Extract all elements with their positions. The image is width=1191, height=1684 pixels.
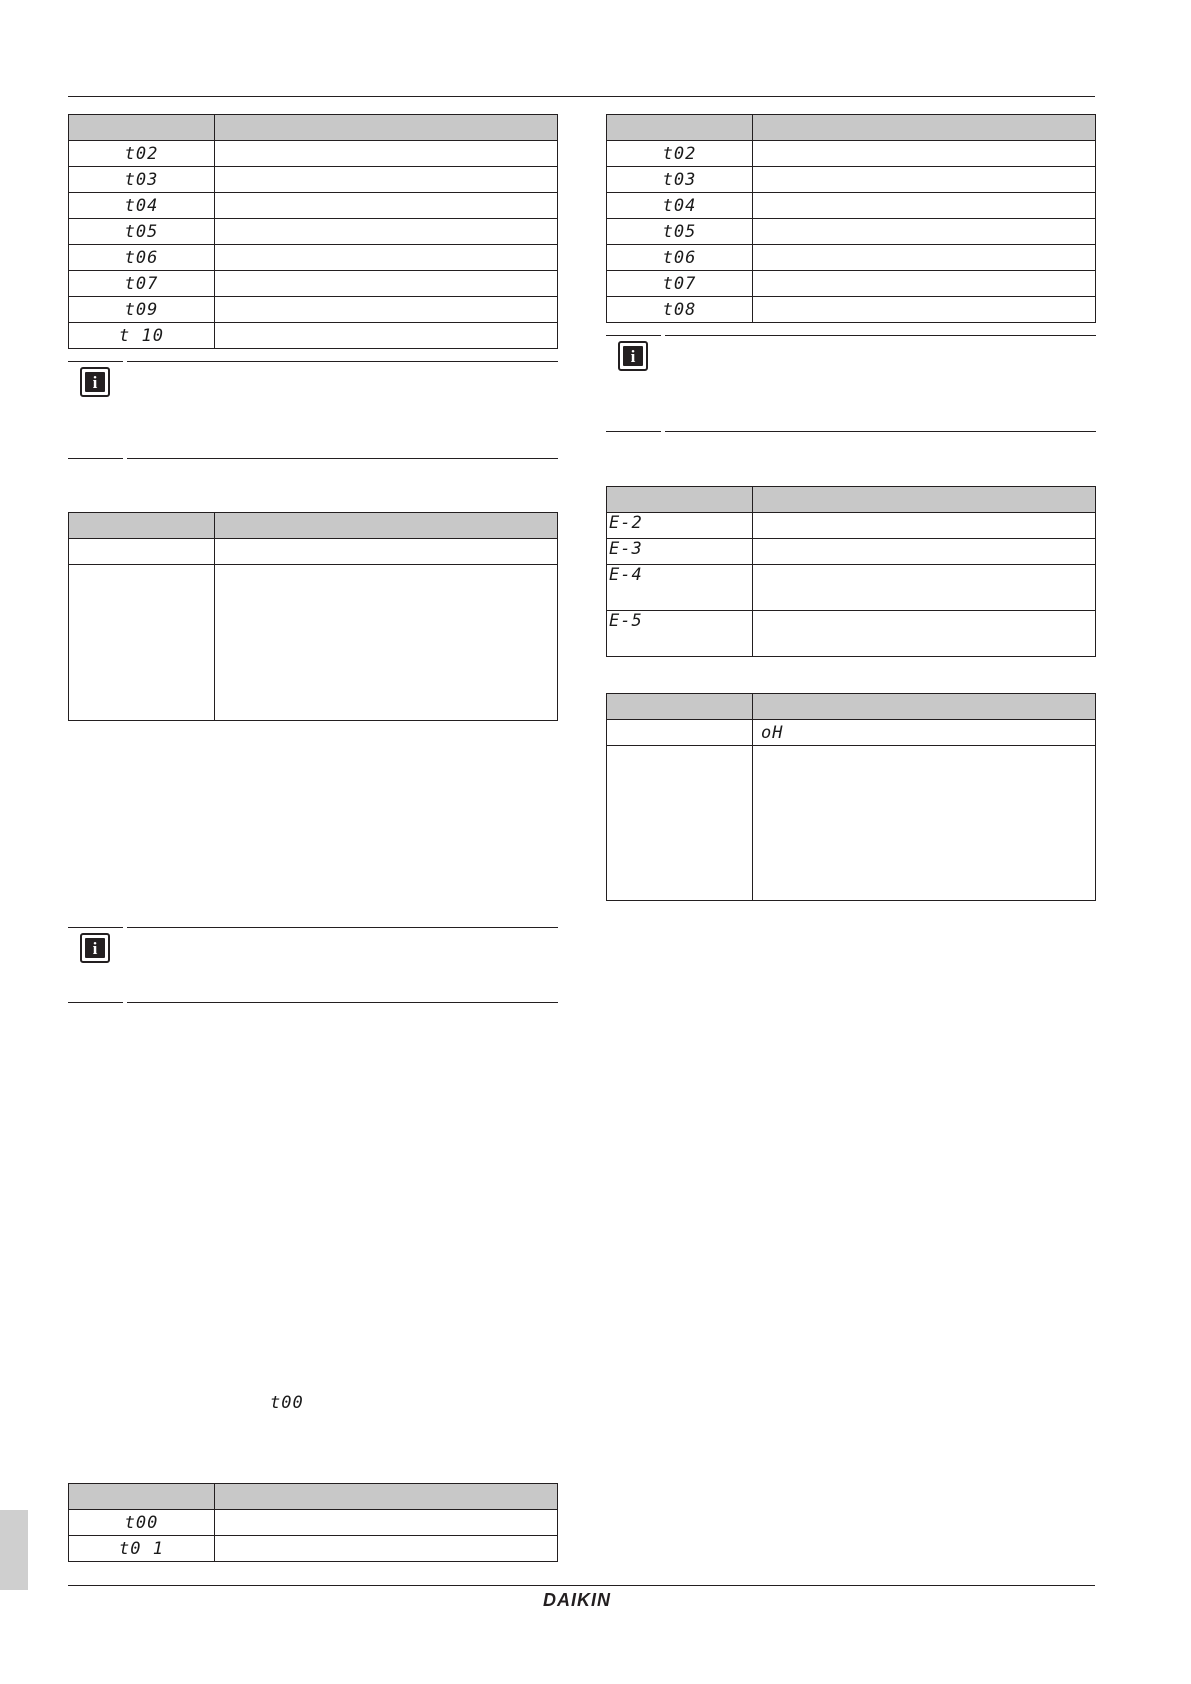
header-cell [753, 694, 1096, 720]
description-cell [753, 245, 1096, 271]
header-cell [69, 115, 215, 141]
table-header-row [69, 115, 558, 141]
note-top-rule [68, 927, 558, 928]
header-cell [607, 487, 753, 513]
left-code-table-1 [68, 114, 558, 349]
table-row [69, 271, 558, 297]
code-cell: t07 [607, 271, 753, 297]
info-note-3 [606, 335, 1096, 434]
table-row [607, 746, 1096, 901]
table-row [69, 539, 558, 565]
left-table-2 [68, 512, 558, 721]
table-header-row [607, 115, 1096, 141]
code-cell: t00 [69, 1510, 215, 1536]
description-cell [753, 219, 1096, 245]
info-icon: i [80, 367, 110, 397]
table-row [607, 539, 1096, 565]
header-cell [215, 1484, 558, 1510]
table-cell [753, 746, 1096, 901]
table-row [69, 565, 558, 721]
header-rule [68, 96, 1095, 97]
description-cell [215, 193, 558, 219]
table-row [69, 245, 558, 271]
header-cell [607, 115, 753, 141]
right-code-table-1 [606, 114, 1096, 323]
code-cell: t05 [607, 219, 753, 245]
table-cell [215, 565, 558, 721]
table-header-row [607, 487, 1096, 513]
description-cell [753, 611, 1096, 657]
code-cell: t04 [607, 193, 753, 219]
header-cell [607, 694, 753, 720]
table-row [69, 141, 558, 167]
code-cell: E-3 [607, 539, 753, 565]
code-cell: E-2 [607, 513, 753, 539]
table-header-row [607, 694, 1096, 720]
header-cell [215, 115, 558, 141]
header-cell [753, 487, 1096, 513]
description-cell [753, 513, 1096, 539]
description-cell [215, 219, 558, 245]
code-cell: oH [753, 720, 1096, 746]
table-row [69, 323, 558, 349]
info-note-2 [68, 927, 558, 1005]
table-row [607, 245, 1096, 271]
table-row [607, 141, 1096, 167]
code-cell: t03 [607, 167, 753, 193]
description-cell [753, 565, 1096, 611]
table-row [607, 271, 1096, 297]
note-bottom-rule [68, 1002, 558, 1003]
code-cell: t09 [69, 297, 215, 323]
description-cell [753, 297, 1096, 323]
table-row [69, 219, 558, 245]
header-cell [753, 115, 1096, 141]
description-cell [753, 271, 1096, 297]
code-cell: t05 [69, 219, 215, 245]
description-cell [753, 539, 1096, 565]
table-cell [69, 539, 215, 565]
description-cell [753, 141, 1096, 167]
table-cell [215, 539, 558, 565]
table-row [607, 513, 1096, 539]
left-code-table-3 [68, 1483, 558, 1562]
header-cell [215, 513, 558, 539]
description-cell [215, 1536, 558, 1562]
right-error-table [606, 486, 1096, 657]
header-cell [69, 1484, 215, 1510]
note-top-rule [68, 361, 558, 362]
code-cell: t02 [607, 141, 753, 167]
description-cell [215, 323, 558, 349]
note-top-rule [606, 335, 1096, 336]
code-cell: E-4 [607, 565, 753, 611]
description-cell [215, 271, 558, 297]
table-row [607, 720, 1096, 746]
code-cell: t06 [69, 245, 215, 271]
table-row [69, 167, 558, 193]
table-row [69, 1510, 558, 1536]
table-row [607, 219, 1096, 245]
table-header-row [69, 1484, 558, 1510]
table-cell [69, 565, 215, 721]
description-cell [215, 245, 558, 271]
code-cell: t02 [69, 141, 215, 167]
code-cell: t0 1 [69, 1536, 215, 1562]
header-cell [69, 513, 215, 539]
info-note-1 [68, 361, 558, 461]
code-cell: t04 [69, 193, 215, 219]
description-cell [753, 193, 1096, 219]
right-table-3 [606, 693, 1096, 901]
table-row [607, 565, 1096, 611]
code-cell: t06 [607, 245, 753, 271]
table-cell [607, 746, 753, 901]
table-cell [607, 720, 753, 746]
table-header-row [69, 513, 558, 539]
code-cell: t08 [607, 297, 753, 323]
code-cell: t 10 [69, 323, 215, 349]
note-bottom-rule [68, 458, 558, 459]
footer-rule [68, 1585, 1095, 1586]
inline-code: t00 [270, 1393, 304, 1413]
info-icon: i [80, 933, 110, 963]
daikin-logo: DAIKIN [543, 1590, 611, 1610]
table-row [607, 297, 1096, 323]
table-row [69, 193, 558, 219]
description-cell [215, 141, 558, 167]
description-cell [215, 297, 558, 323]
table-row [607, 193, 1096, 219]
table-row [69, 1536, 558, 1562]
code-cell: E-5 [607, 611, 753, 657]
side-chapter-tab [0, 1510, 28, 1590]
description-cell [215, 1510, 558, 1536]
description-cell [215, 167, 558, 193]
note-bottom-rule [606, 431, 1096, 432]
info-icon: i [618, 341, 648, 371]
code-cell: t07 [69, 271, 215, 297]
table-row [69, 297, 558, 323]
table-row [607, 611, 1096, 657]
description-cell [753, 167, 1096, 193]
code-cell: t03 [69, 167, 215, 193]
table-row [607, 167, 1096, 193]
